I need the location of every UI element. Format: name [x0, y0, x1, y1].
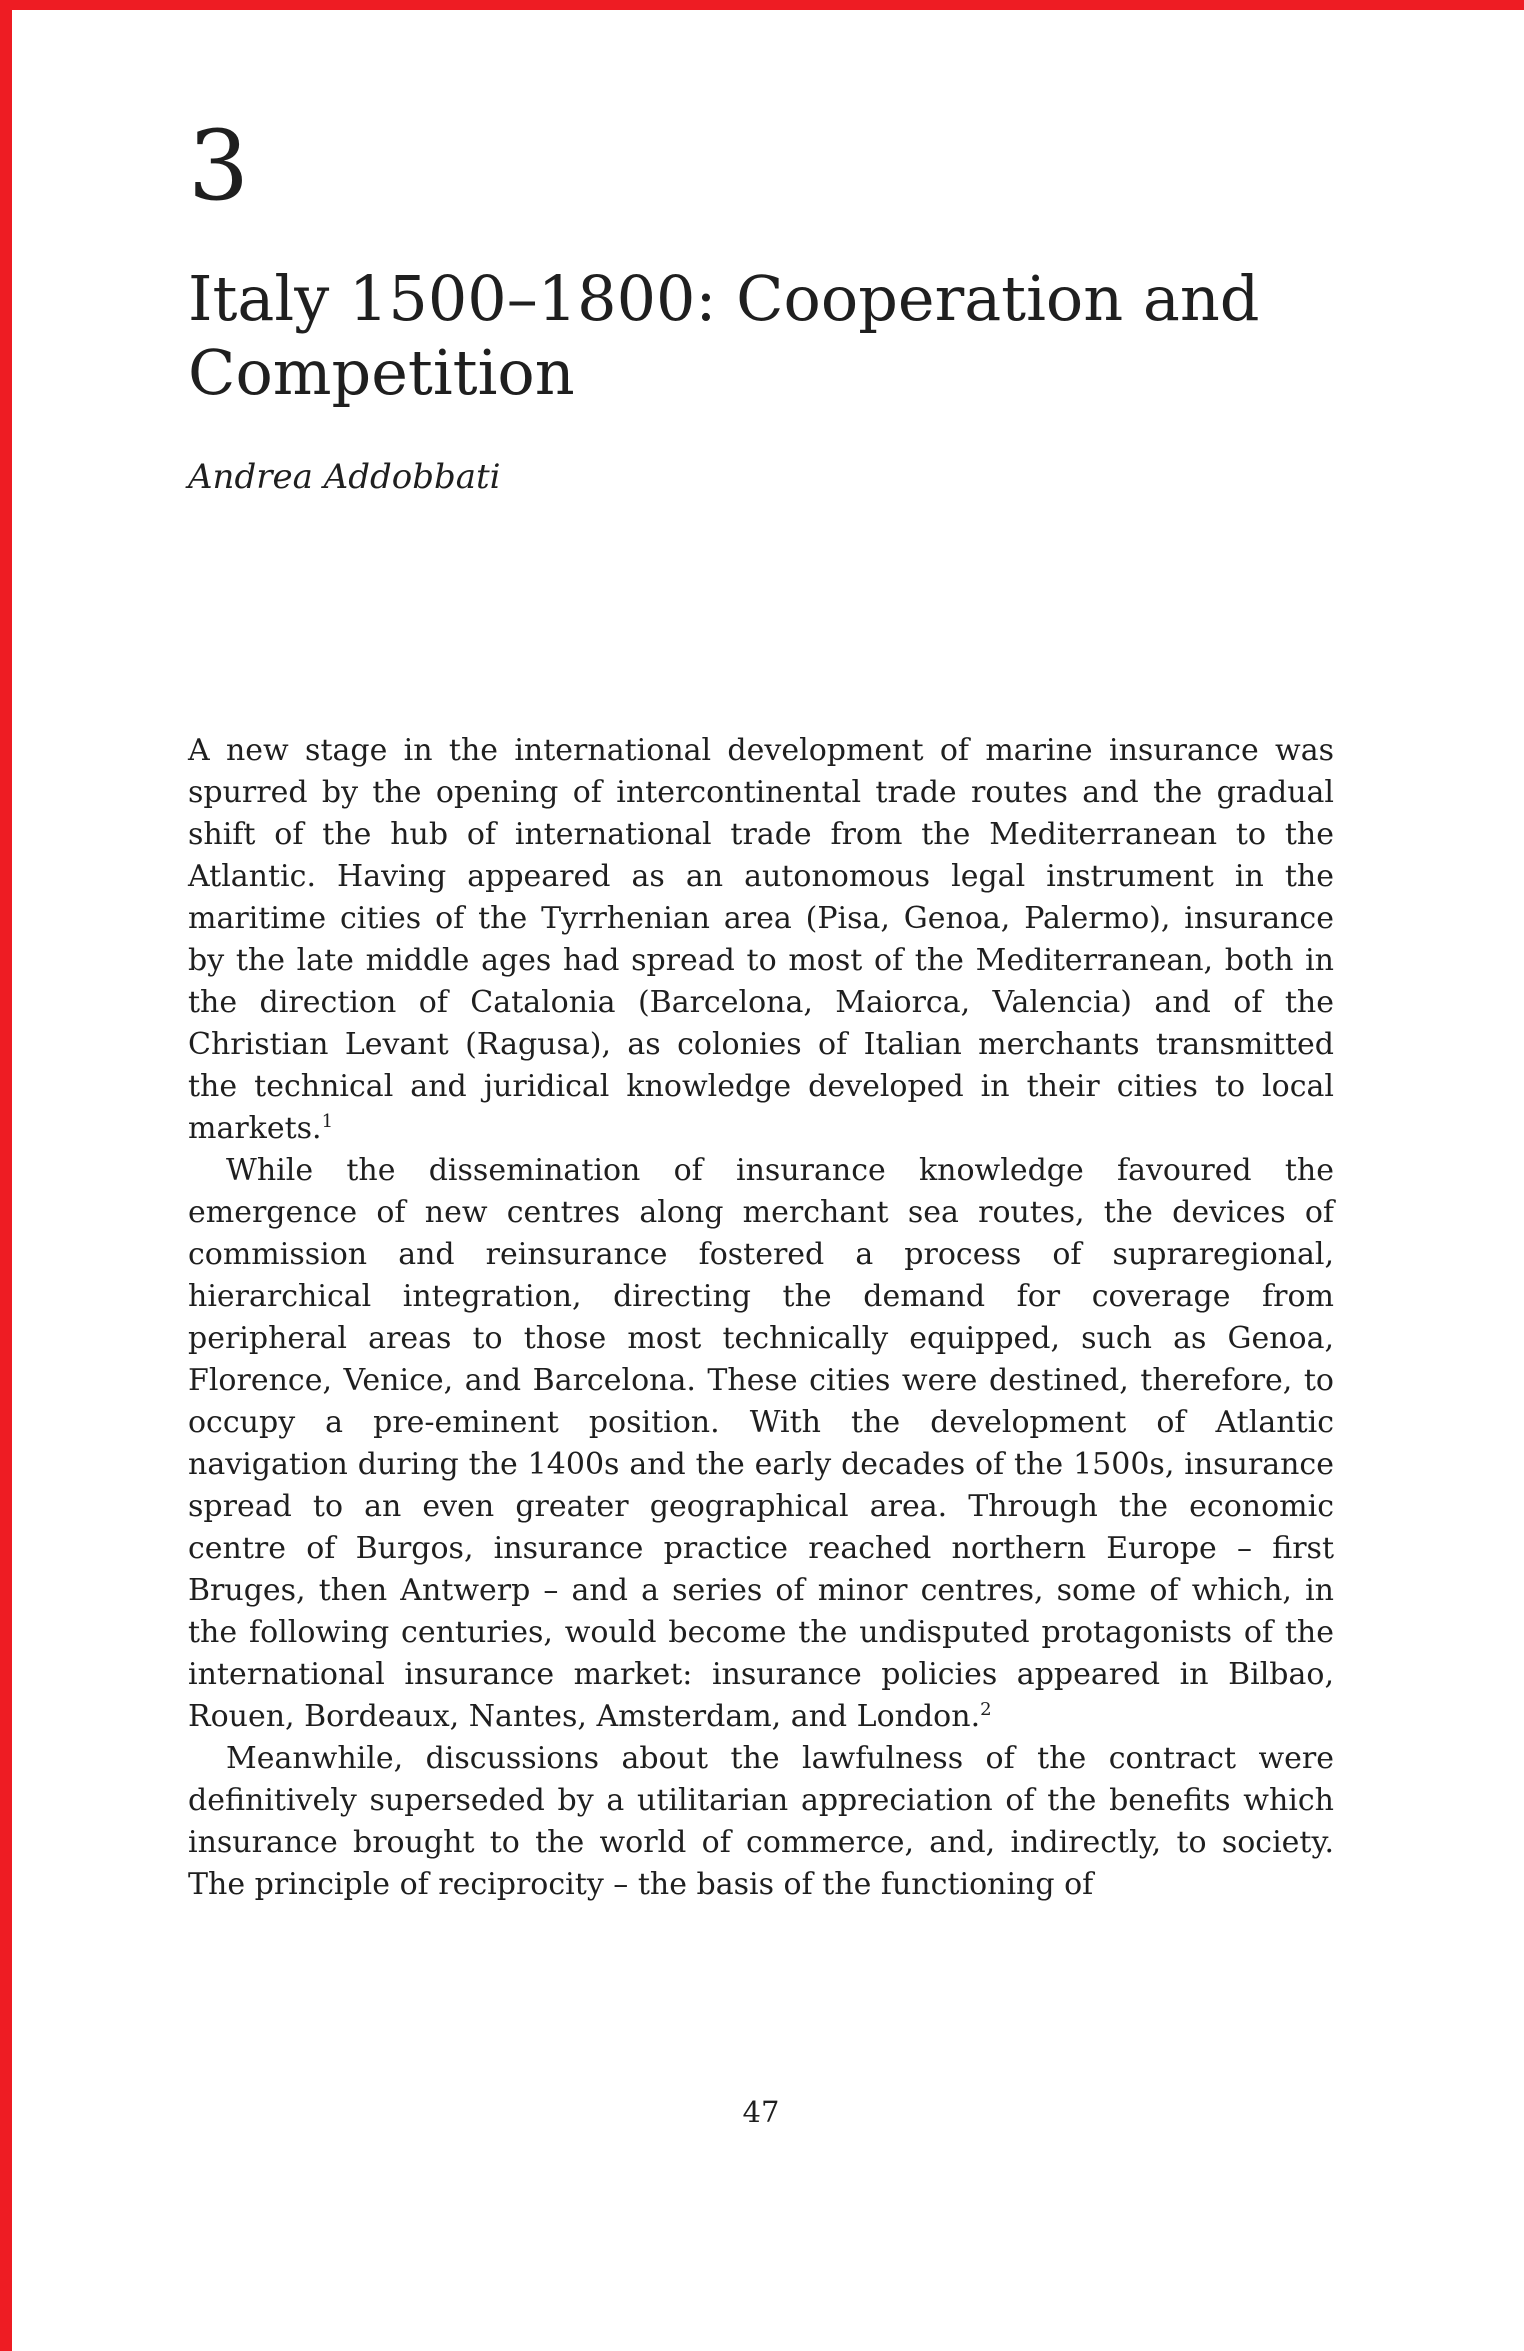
paragraph-1-text: A new stage in the international development of marine insurance was spurred by the opening of intercontinental trade routes and the gradual shift of the hub of international trade from the Mediterranean to the Atlantic. Having appeared as an autonomous legal instrument in the maritime cities of the Tyrrhenian area (Pisa, Genoa, Palermo), insurance by the late middle ages had spread to most of the Mediterranean, both in the direction of Catalonia (Barcelona, Maiorca, Valencia) and of the Christian Levant (Ragusa), as colonies of Italian merchants transmitted the technical and juridical knowledge developed in their cities to local markets. [188, 732, 1334, 1146]
footnote-ref-2: 2 [980, 1698, 992, 1720]
paragraph-2-text: While the dissemination of insurance knowledge favoured the emergence of new centres along merchant sea routes, the devices of commission and reinsurance fostered a process of supraregional, hierarchical integration, directing the demand for coverage from peripheral areas to those most technically equipped, such as Genoa, Florence, Venice, and Barcelona. These cities were destined, therefore, to occupy a pre-eminent position. With the development of Atlantic navigation during the 1400s and the early decades of the 1500s, insurance spread to an even greater geographical area. Through the economic centre of Burgos, insurance practice reached northern Europe – first Bruges, then Antwerp – and a series of minor centres, some of which, in the following centuries, would become the undisputed protagonists of the international insurance market: insurance policies appeared in Bilbao, Rouen, Bordeaux, Nantes, Amsterdam, and London. [188, 1152, 1334, 1734]
paragraph-3 [188, 1738, 1334, 1906]
paragraph-2 [188, 1150, 1334, 1738]
paragraph-3-text: Meanwhile, discussions about the lawfulness of the contract were definitively superseded by a utilitarian appreciation of the benefits which insurance brought to the world of commerce, and, indirectly, to society. The principle of reciprocity – the basis of the functioning of [188, 1740, 1334, 1902]
footnote-ref-1: 1 [321, 1110, 334, 1132]
author-name: Andrea Addobbati [188, 456, 501, 497]
chapter-number: 3 [188, 110, 250, 222]
page-number: 47 [742, 2095, 780, 2129]
paragraph-1 [188, 730, 1334, 1150]
page-content [188, 0, 1334, 1906]
chapter-title [188, 262, 1334, 411]
chapter-title-line-1: Italy 1500–1800: Cooperation and [188, 262, 1260, 335]
red-border-left [0, 0, 12, 2351]
chapter-title-line-2: Competition [188, 336, 575, 410]
body-text [188, 730, 1334, 1906]
